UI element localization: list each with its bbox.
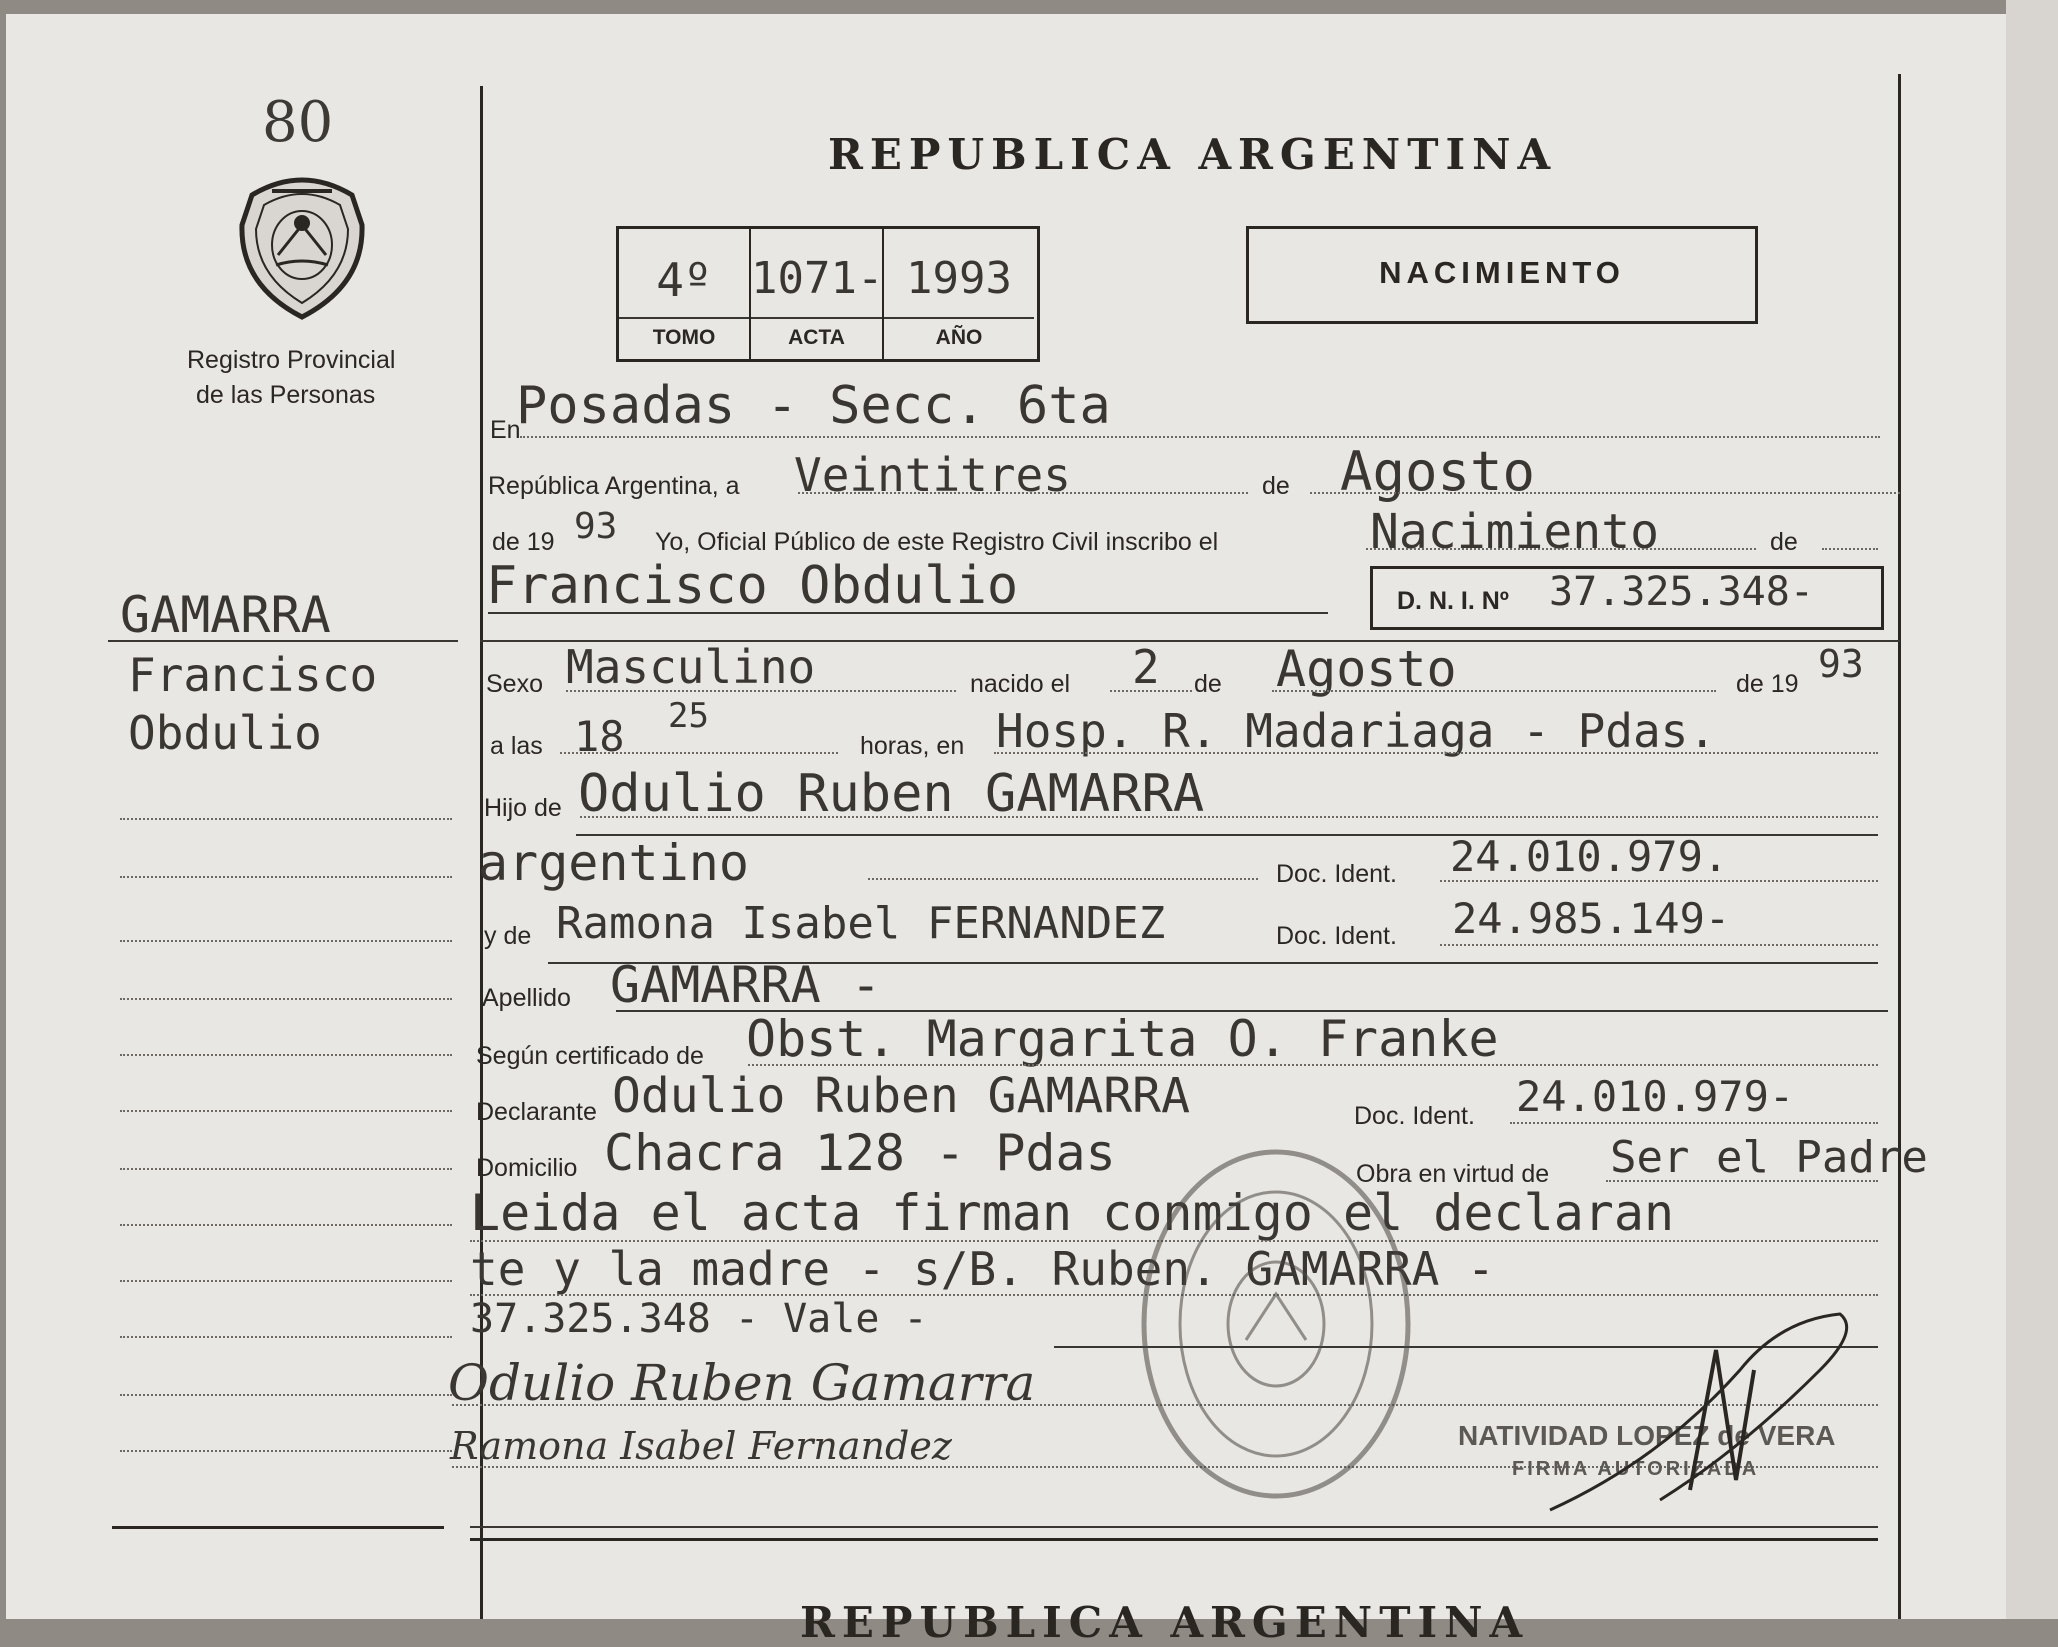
signature-father: Odulio Ruben Gamarra [448, 1354, 1036, 1412]
record-type-label: NACIMIENTO [1379, 255, 1625, 290]
signature-mother: Ramona Isabel Fernandez [450, 1424, 952, 1468]
nacido-el-label: nacido el [970, 670, 1071, 698]
birth-minutes-value: 25 [668, 696, 709, 736]
misiones-provincial-seal-icon [232, 165, 372, 325]
official-signature-icon [1540, 1310, 1870, 1520]
year-suffix-value: 93 [574, 506, 618, 547]
dni-box [1370, 566, 1884, 630]
time-dotted-line [560, 752, 838, 754]
obra-en-virtud-label: Obra en virtud de [1356, 1160, 1550, 1188]
place-value: Posadas - Secc. 6ta [516, 376, 1111, 436]
segun-certificado-label: Según certificado de [476, 1042, 704, 1070]
child-name-value: Francisco Obdulio [486, 556, 1019, 616]
father-nationality-value: argentino [478, 834, 749, 892]
margin-dotted-line [120, 1394, 452, 1396]
domicilio-label: Domicilio [476, 1154, 578, 1182]
cell-divider [884, 317, 1034, 319]
form-end-line-1 [470, 1526, 1878, 1528]
father-doc-value: 24.010.979. [1450, 832, 1729, 881]
margin-underline [108, 640, 458, 642]
certifier-dotted-line [748, 1064, 1878, 1066]
ano-cell [884, 229, 1034, 359]
declarante-label: Declarante [476, 1098, 597, 1126]
declarant-value: Odulio Ruben GAMARRA [612, 1068, 1190, 1124]
name-underline [488, 612, 1328, 614]
margin-dotted-line [120, 1054, 452, 1056]
birth-day-dotted-line [1110, 690, 1192, 692]
y-de-label: y de [484, 922, 532, 950]
dni-value: 37.325.348- [1549, 569, 1814, 615]
father-doc-dotted-line [1440, 880, 1878, 882]
a-las-label: a las [490, 732, 543, 760]
nationality-dotted-line [868, 878, 1258, 880]
day-words-value: Veintitres [794, 448, 1071, 502]
next-page-heading-cutoff: REPUBLICA ARGENTINA [800, 1598, 1530, 1647]
tomo-cell [619, 229, 751, 359]
birth-place-value: Hosp. R. Madariaga - Pdas. [996, 704, 1717, 758]
mother-doc-value: 24.985.149- [1452, 894, 1731, 943]
form-right-border [1898, 74, 1901, 1619]
mother-doc-dotted-line [1440, 944, 1878, 946]
birth-month-dotted-line [1272, 690, 1716, 692]
event-value: Nacimiento [1370, 504, 1659, 560]
margin-dotted-line [120, 940, 452, 942]
en-label: En [490, 416, 521, 444]
apellido-label: Apellido [482, 984, 571, 1012]
de-19-label-2: de 19 [1736, 670, 1799, 698]
sex-dotted-line [566, 690, 956, 692]
officer-statement-text: Yo, Oficial Público de este Registro Civil inscribo el [655, 528, 1219, 556]
registry-name-line2: de las Personas [196, 381, 376, 409]
acta-cell [751, 229, 884, 359]
page-number: 80 [262, 90, 334, 155]
horas-en-label: horas, en [860, 732, 965, 760]
notes-line-1: Leida el acta firman conmigo el declaran [470, 1184, 1675, 1242]
margin-dotted-line [120, 1450, 452, 1452]
hijo-de-label: Hijo de [484, 794, 562, 822]
republica-a-label: República Argentina, a [488, 472, 740, 500]
doc-ident-label-3: Doc. Ident. [1354, 1102, 1475, 1130]
margin-dotted-line [120, 1110, 452, 1112]
tomo-label: TOMO [652, 326, 716, 349]
certifier-value: Obst. Margarita O. Franke [746, 1010, 1499, 1068]
margin-end-line [112, 1526, 444, 1529]
cell-divider [751, 317, 882, 319]
surname-value: GAMARRA - [610, 956, 881, 1014]
sex-value: Masculino [566, 640, 816, 694]
birth-hour-value: 18 [574, 712, 625, 761]
day-dotted-line [798, 492, 1248, 494]
declarant-doc-dotted-line [1510, 1122, 1878, 1124]
cell-divider [619, 317, 749, 319]
place-dotted-line [520, 436, 1880, 438]
ministry-stamp-icon [1136, 1144, 1416, 1504]
event-dotted-line [1366, 548, 1756, 550]
margin-surname: GAMARRA [120, 586, 331, 644]
address-value: Chacra 128 - Pdas [604, 1124, 1116, 1182]
dni-label: D. N. I. Nº [1397, 587, 1509, 615]
de-label-3: de [1194, 670, 1222, 698]
tomo-value: 4º [656, 253, 712, 307]
margin-dotted-line [120, 818, 452, 820]
margin-dotted-line [120, 998, 452, 1000]
ano-value: 1993 [906, 253, 1012, 304]
notes-line-2: te y la madre - s/B. Ruben. GAMARRA - [470, 1242, 1495, 1296]
birth-month-value: Agosto [1276, 640, 1457, 698]
birth-place-dotted-line [994, 752, 1878, 754]
margin-dotted-line [120, 1280, 452, 1282]
doc-ident-label-1: Doc. Ident. [1276, 860, 1397, 888]
record-type-box [1246, 226, 1758, 324]
declarant-doc-value: 24.010.979- [1516, 1072, 1795, 1121]
notes-line-3: 37.325.348 - Vale - [470, 1296, 928, 1342]
father-dotted-line [580, 816, 1878, 818]
margin-second-name: Obdulio [128, 706, 322, 760]
capacity-value: Ser el Padre [1610, 1132, 1928, 1183]
authorized-signature-label: FIRMA AUTORIZADA [1512, 1458, 1760, 1480]
month-value: Agosto [1340, 440, 1536, 503]
authorized-official-name: NATIVIDAD LOPEZ de VERA [1458, 1420, 1836, 1451]
margin-first-name: Francisco [128, 648, 378, 702]
acta-label: ACTA [788, 326, 845, 349]
de-19-label: de 19 [492, 528, 555, 556]
acta-value: 1071- [751, 253, 884, 304]
mother-name-value: Ramona Isabel FERNANDEZ [556, 898, 1166, 949]
trailing-dotted-line [1822, 548, 1878, 550]
form-end-line-2 [470, 1538, 1878, 1541]
de-label-1: de [1262, 472, 1290, 500]
page-edge-shadow [2006, 0, 2058, 1619]
margin-dotted-line [120, 1224, 452, 1226]
registry-name-line1: Registro Provincial [187, 346, 396, 374]
country-heading: REPUBLICA ARGENTINA [828, 130, 1558, 179]
month-dotted-line [1310, 492, 1900, 494]
de-label-2: de [1770, 528, 1798, 556]
birth-year-suffix-value: 93 [1818, 642, 1864, 686]
margin-dotted-line [120, 1168, 452, 1170]
capacity-dotted-line [1606, 1180, 1878, 1182]
margin-dotted-line [120, 1336, 452, 1338]
doc-ident-label-2: Doc. Ident. [1276, 922, 1397, 950]
father-name-value: Odulio Ruben GAMARRA [578, 764, 1205, 824]
registration-box [616, 226, 1040, 362]
sexo-label: Sexo [486, 670, 543, 698]
margin-dotted-line [120, 876, 452, 878]
ano-label: AÑO [935, 326, 983, 349]
birth-day-value: 2 [1132, 640, 1160, 694]
